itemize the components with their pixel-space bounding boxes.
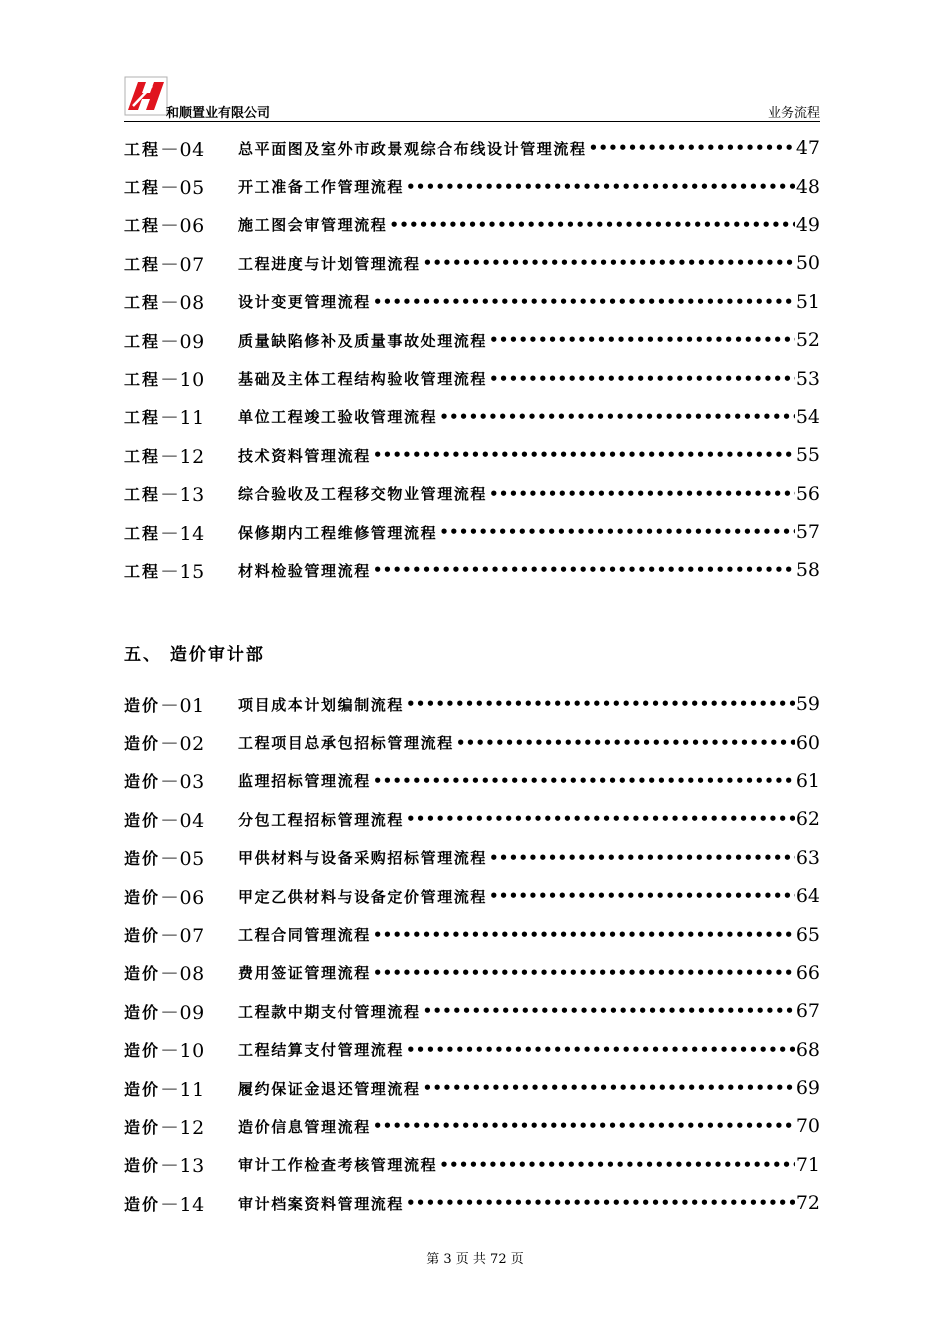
entry-code-prefix: 造价 [124, 1079, 161, 1099]
entry-title: 监理招标管理流程 [238, 772, 371, 791]
dot-leader [404, 695, 795, 713]
entry-page-number: 65 [795, 923, 820, 946]
entry-code-number: －02 [160, 733, 205, 756]
entry-code [124, 365, 238, 392]
entry-title: 综合验收及工程移交物业管理流程 [238, 485, 488, 504]
toc-entry[interactable] [124, 129, 820, 167]
toc-entry[interactable] [124, 167, 820, 205]
entry-code-number: －13 [160, 1155, 205, 1178]
entry-title: 基础及主体工程结构验收管理流程 [238, 370, 488, 389]
entry-title: 甲定乙供材料与设备定价管理流程 [238, 887, 488, 906]
entry-code-number: －14 [160, 1193, 205, 1216]
toc-entry[interactable] [124, 954, 820, 992]
toc-entry[interactable] [124, 283, 820, 321]
dot-leader [454, 734, 795, 752]
entry-code [124, 1036, 238, 1063]
entry-code [124, 327, 238, 354]
entry-code [124, 557, 238, 584]
toc-entry[interactable] [124, 321, 820, 359]
entry-page-number: 72 [795, 1192, 820, 1215]
toc-entry[interactable] [124, 877, 820, 915]
toc-entry[interactable] [124, 1107, 820, 1145]
dot-leader [587, 139, 795, 157]
entry-title: 造价信息管理流程 [238, 1117, 371, 1136]
toc-entry[interactable] [124, 800, 820, 838]
entry-title: 施工图会审管理流程 [238, 216, 388, 235]
entry-page-number: 48 [795, 175, 820, 198]
entry-page-number: 56 [795, 482, 820, 505]
entry-code [124, 442, 238, 469]
toc-entry[interactable] [124, 915, 820, 953]
entry-code-number: －08 [160, 292, 205, 315]
entry-code-number: －06 [160, 215, 205, 238]
entry-page-number: 66 [795, 961, 820, 984]
engineering-toc-list [124, 129, 820, 590]
entry-page-number: 70 [795, 1115, 820, 1138]
entry-code-number: －07 [160, 253, 205, 276]
entry-code-prefix: 造价 [124, 964, 161, 984]
dot-leader [487, 370, 795, 388]
entry-page-number: 63 [795, 846, 820, 869]
page-footer: 第 3 页 共 72 页 [426, 1252, 524, 1267]
entry-page-number: 68 [795, 1038, 820, 1061]
entry-code [124, 844, 238, 871]
toc-entry[interactable] [124, 359, 820, 397]
entry-code-prefix: 造价 [124, 734, 161, 754]
company-logo [124, 76, 168, 116]
entry-code-prefix: 工程 [124, 293, 161, 313]
entry-page-number: 60 [795, 731, 820, 754]
toc-entry[interactable] [124, 839, 820, 877]
dot-leader [487, 331, 795, 349]
entry-title: 工程合同管理流程 [238, 926, 371, 945]
dot-leader [421, 1079, 795, 1097]
entry-code-prefix: 造价 [124, 1041, 161, 1061]
dot-leader [487, 485, 795, 503]
dot-leader [404, 178, 795, 196]
entry-code-number: －04 [160, 138, 205, 161]
entry-code [124, 1151, 238, 1178]
entry-code-prefix: 工程 [124, 178, 161, 198]
entry-code [124, 250, 238, 277]
dot-leader [404, 1041, 795, 1059]
entry-code-prefix: 工程 [124, 139, 161, 159]
toc-entry[interactable] [124, 398, 820, 436]
entry-code [124, 691, 238, 718]
entry-page-number: 67 [795, 1000, 820, 1023]
entry-code-prefix: 造价 [124, 1156, 161, 1176]
toc-entry[interactable] [124, 1184, 820, 1222]
entry-code-prefix: 造价 [124, 695, 161, 715]
dot-leader [371, 926, 795, 944]
entry-code-number: －05 [160, 177, 205, 200]
entry-code-number: －06 [160, 886, 205, 909]
entry-page-number: 61 [795, 769, 820, 792]
toc-entry[interactable] [124, 436, 820, 474]
entry-code [124, 729, 238, 756]
dot-leader [371, 1117, 795, 1135]
entry-title: 总平面图及室外市政景观综合布线设计管理流程 [238, 139, 587, 158]
entry-page-number: 53 [795, 367, 820, 390]
entry-code [124, 480, 238, 507]
entry-code [124, 288, 238, 315]
entry-title: 履约保证金退还管理流程 [238, 1079, 421, 1098]
cost-audit-toc-list [124, 685, 820, 1222]
entry-page-number: 62 [795, 808, 820, 831]
entry-title: 审计工作检查考核管理流程 [238, 1156, 438, 1175]
entry-code-prefix: 造价 [124, 772, 161, 792]
entry-code [124, 806, 238, 833]
entry-title: 材料检验管理流程 [238, 561, 371, 580]
entry-code [124, 211, 238, 238]
entry-code-number: －12 [160, 1116, 205, 1139]
dot-leader [404, 810, 795, 828]
entry-code-number: －04 [160, 809, 205, 832]
entry-code-number: －12 [160, 445, 205, 468]
entry-page-number: 58 [795, 559, 820, 582]
entry-code-number: －09 [160, 1001, 205, 1024]
entry-code-prefix: 工程 [124, 523, 161, 543]
entry-code [124, 403, 238, 430]
entry-code-prefix: 造价 [124, 1002, 161, 1022]
entry-title: 保修期内工程维修管理流程 [238, 523, 438, 542]
entry-code-number: －10 [160, 1040, 205, 1063]
entry-code-prefix: 造价 [124, 926, 161, 946]
entry-code [124, 998, 238, 1025]
document-type: 业务流程 [767, 106, 820, 121]
entry-code-prefix: 工程 [124, 561, 161, 581]
entry-code-prefix: 工程 [124, 254, 161, 274]
entry-title: 甲供材料与设备采购招标管理流程 [238, 849, 488, 868]
entry-code-number: －03 [160, 771, 205, 794]
entry-code-prefix: 工程 [124, 446, 161, 466]
dot-leader [371, 293, 795, 311]
toc-entry[interactable] [124, 992, 820, 1030]
entry-title: 项目成本计划编制流程 [238, 695, 405, 714]
entry-code [124, 921, 238, 948]
entry-code-number: －10 [160, 369, 205, 392]
entry-title: 开工准备工作管理流程 [238, 178, 405, 197]
entry-title: 工程结算支付管理流程 [238, 1041, 405, 1060]
entry-title: 工程款中期支付管理流程 [238, 1002, 421, 1021]
entry-page-number: 51 [795, 290, 820, 313]
entry-page-number: 49 [795, 213, 820, 236]
dot-leader [371, 561, 795, 579]
dot-leader [437, 1156, 795, 1174]
dot-leader [371, 964, 795, 982]
entry-code-number: －14 [160, 522, 205, 545]
header-rule [124, 121, 820, 122]
entry-code-number: －11 [160, 1078, 205, 1101]
entry-title: 费用签证管理流程 [238, 964, 371, 983]
dot-leader [421, 254, 795, 272]
entry-code-number: －08 [160, 963, 205, 986]
entry-page-number: 69 [795, 1077, 820, 1100]
entry-code-prefix: 工程 [124, 485, 161, 505]
entry-code-prefix: 工程 [124, 370, 161, 390]
entry-page-number: 50 [795, 252, 820, 275]
entry-page-number: 64 [795, 885, 820, 908]
entry-title: 工程项目总承包招标管理流程 [238, 734, 454, 753]
entry-code [124, 883, 238, 910]
dot-leader [371, 446, 795, 464]
entry-code [124, 959, 238, 986]
dot-leader [487, 849, 795, 867]
toc-entry[interactable] [124, 1069, 820, 1107]
entry-code [124, 173, 238, 200]
dot-leader [387, 216, 794, 234]
entry-code-number: －11 [160, 407, 205, 430]
toc-entry[interactable] [124, 1031, 820, 1069]
entry-page-number: 71 [795, 1153, 820, 1176]
toc-entry[interactable] [124, 723, 820, 761]
entry-code-prefix: 造价 [124, 810, 161, 830]
entry-code-prefix: 造价 [124, 887, 161, 907]
entry-title: 工程进度与计划管理流程 [238, 254, 421, 273]
dot-leader [437, 408, 795, 426]
entry-code-prefix: 工程 [124, 216, 161, 236]
page-header [124, 76, 820, 123]
entry-code-prefix: 造价 [124, 1194, 161, 1214]
toc-entry[interactable] [124, 551, 820, 589]
entry-title: 审计档案资料管理流程 [238, 1194, 405, 1213]
dot-leader [487, 887, 795, 905]
entry-code-number: －05 [160, 848, 205, 871]
company-name: 和顺置业有限公司 [166, 106, 271, 121]
entry-code [124, 1190, 238, 1217]
entry-page-number: 55 [795, 444, 820, 467]
entry-title: 设计变更管理流程 [238, 293, 371, 312]
entry-code-number: －09 [160, 330, 205, 353]
toc-entry[interactable] [124, 206, 820, 244]
entry-page-number: 54 [795, 405, 820, 428]
entry-code-number: －13 [160, 484, 205, 507]
entry-code [124, 519, 238, 546]
entry-code-number: －15 [160, 560, 205, 583]
entry-title: 质量缺陷修补及质量事故处理流程 [238, 331, 488, 350]
toc-entry[interactable] [124, 475, 820, 513]
toc-entry[interactable] [124, 685, 820, 723]
section-heading: 五、 造价审计部 [124, 645, 265, 665]
entry-code-prefix: 造价 [124, 849, 161, 869]
entry-code-prefix: 造价 [124, 1117, 161, 1137]
entry-code-prefix: 工程 [124, 408, 161, 428]
entry-code [124, 1113, 238, 1140]
entry-title: 分包工程招标管理流程 [238, 810, 405, 829]
entry-code-number: －01 [160, 694, 205, 717]
entry-title: 技术资料管理流程 [238, 446, 371, 465]
entry-code [124, 1075, 238, 1102]
entry-page-number: 52 [795, 329, 820, 352]
dot-leader [421, 1002, 795, 1020]
entry-code-prefix: 工程 [124, 331, 161, 351]
entry-code-number: －07 [160, 925, 205, 948]
toc-entry[interactable] [124, 513, 820, 551]
entry-code [124, 767, 238, 794]
toc-entry[interactable] [124, 244, 820, 282]
entry-title: 单位工程竣工验收管理流程 [238, 408, 438, 427]
entry-page-number: 47 [795, 137, 820, 160]
entry-code [124, 135, 238, 162]
entry-page-number: 59 [795, 693, 820, 716]
toc-entry[interactable] [124, 1146, 820, 1184]
dot-leader [437, 523, 795, 541]
toc-entry[interactable] [124, 762, 820, 800]
entry-page-number: 57 [795, 521, 820, 544]
dot-leader [371, 772, 795, 790]
dot-leader [404, 1194, 795, 1212]
